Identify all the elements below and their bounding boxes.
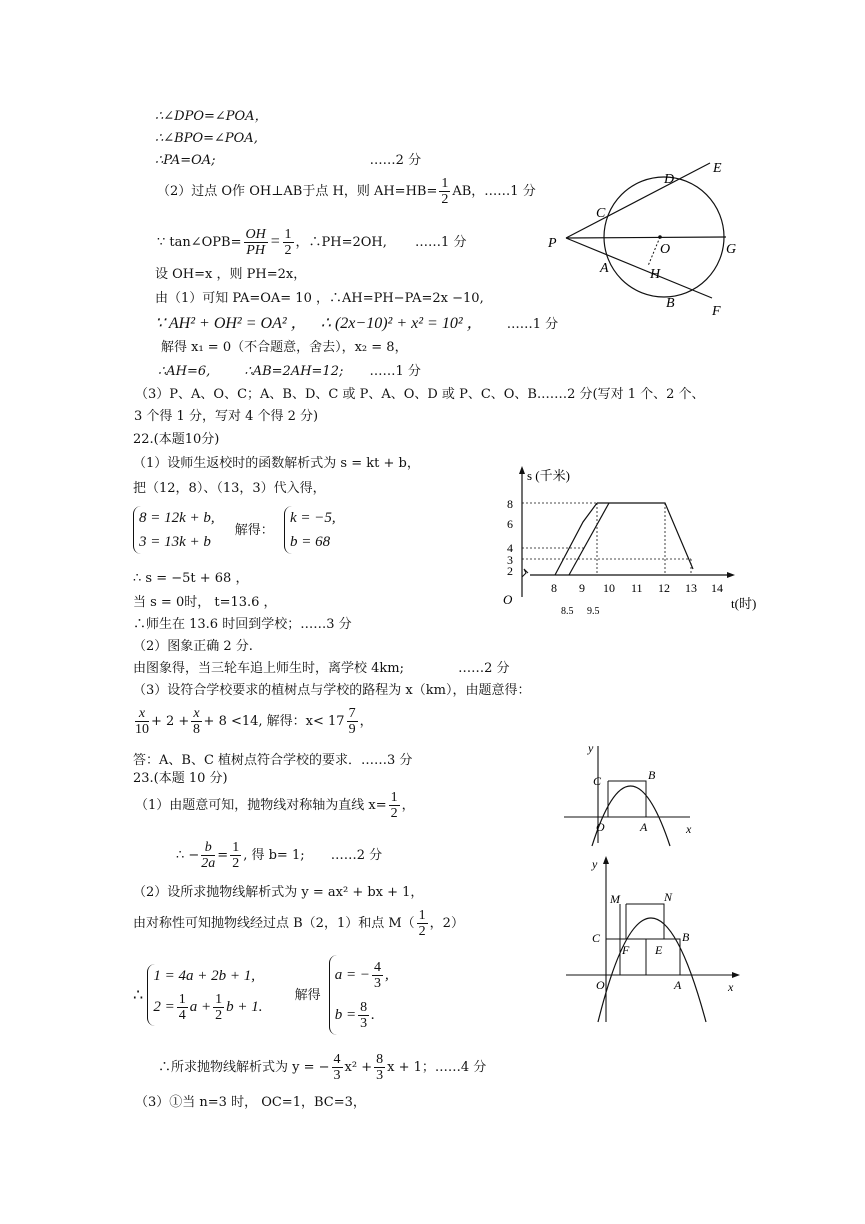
q21-line10-a: ∴AH=6, <box>158 364 211 379</box>
q23-line5-c: x + 1；……4 分 <box>387 1060 487 1075</box>
system1 <box>133 506 215 554</box>
q22-line2: 把（12，8）、（13，3）代入得， <box>133 481 326 496</box>
q23-solve-label: 解得 <box>294 987 321 1003</box>
label-o: O <box>660 242 671 257</box>
x-tick-10: 10 <box>603 581 615 595</box>
q22-line8: （3）设符合学校要求的植树点与学校的路程为 x（km），由题意得： <box>133 683 531 698</box>
fraction-half <box>417 908 428 939</box>
q22-line9 <box>133 704 373 740</box>
y-tick-8: 8 <box>507 497 513 511</box>
label-c: C <box>593 774 602 788</box>
y-tick-6: 6 <box>507 517 513 531</box>
frac-num: x <box>135 706 149 722</box>
frac-den: 3 <box>374 976 381 992</box>
eq1-pre: a = − <box>334 967 370 983</box>
q21-line4-a: （2）过点 O作 OH⊥AB于点 H，则 AH=HB= <box>157 184 438 199</box>
q23-line6: （3）①当 n=3 时， OC=1，BC=3， <box>135 1095 366 1110</box>
q21-line1: ∴∠DPO=∠POA， <box>155 109 268 124</box>
fraction-8-3 <box>374 1052 385 1083</box>
y-axis-arrow <box>603 856 609 864</box>
rect-top <box>626 904 664 939</box>
label-g: G <box>726 242 737 257</box>
label-m: M <box>610 892 620 906</box>
q22-line4: 当 s = 0时， t=13.6 ， <box>133 595 277 610</box>
frac-num: 1 <box>178 992 186 1008</box>
q23-line5-a: ∴所求抛物线解析式为 y = − <box>158 1060 330 1075</box>
q21-line4-b: AB，……1 分 <box>452 184 536 199</box>
fraction-half <box>283 227 294 258</box>
q21-line5-score: ……1 分 <box>415 235 467 250</box>
eq2-post: b + 1. <box>226 999 263 1015</box>
parabola-figure-1 <box>560 738 710 848</box>
equals: = <box>269 233 281 250</box>
y-tick-2: 2 <box>507 564 513 578</box>
frac-num: 8 <box>360 1000 368 1016</box>
y-tick-4: 4 <box>507 541 513 555</box>
frac-den: PH <box>246 243 265 258</box>
fraction-half <box>230 840 241 871</box>
eq1 <box>335 955 389 995</box>
q21-line7: 由（1）可知 PA=OA= 10 ，∴AH=PH−PA=2x −10, <box>155 291 484 306</box>
q23-line1-b: ， <box>401 798 415 813</box>
label-c: C <box>596 206 606 221</box>
fraction-4-3 <box>332 1052 343 1083</box>
label-a: A <box>640 820 648 834</box>
frac-num: 1 <box>215 992 223 1008</box>
fraction-x-8 <box>191 706 201 737</box>
circle-figure <box>540 155 740 320</box>
frac-num: 7 <box>348 706 356 721</box>
x-tick-9-5: 9.5 <box>587 606 600 617</box>
x-tick-14: 14 <box>711 581 723 595</box>
q23-system1 <box>147 964 262 1026</box>
label-a: A <box>600 261 609 276</box>
fraction-half <box>213 992 224 1023</box>
solve-label: 解得： <box>234 522 274 538</box>
q23-line4-a: 由对称性可知抛物线经过点 B（2，1）和点 M（ <box>133 916 415 931</box>
frac-den: 3 <box>360 1016 368 1032</box>
frac-den: 3 <box>376 1068 384 1083</box>
x-axis-label: t(时) <box>731 596 757 611</box>
x-axis-arrow <box>732 972 740 978</box>
q23-line4 <box>133 906 464 942</box>
frac-den: 2 <box>284 243 292 258</box>
label-x: x <box>728 980 734 994</box>
q23-line2-score: ……2 分 <box>330 848 383 863</box>
q21-line8-score: ……1 分 <box>506 317 559 332</box>
guide-lines <box>522 503 691 575</box>
q21-line4 <box>157 174 536 210</box>
eq2-post: . <box>371 1007 375 1023</box>
q22-system <box>133 506 336 554</box>
frac-den: 2 <box>441 192 449 207</box>
q22-line9-d: ， <box>359 714 373 729</box>
fraction-1-4 <box>177 992 188 1023</box>
frac-den: 8 <box>192 722 200 737</box>
eq2 <box>153 988 262 1026</box>
label-h: H <box>650 267 661 282</box>
q22-title: 22.(本题10分) <box>133 432 220 447</box>
q21-line2: ∴∠BPO=∠POA, <box>155 131 258 146</box>
label-b: B <box>666 296 675 311</box>
distance-time-graph <box>495 462 770 622</box>
line-pe <box>566 163 710 238</box>
label-o: O <box>596 820 605 834</box>
q22-line7 <box>133 660 510 678</box>
q21-line10-score: ……1 分 <box>369 364 421 379</box>
q23-title: 23.(本题 10 分) <box>133 771 228 786</box>
label-e: E <box>655 943 663 957</box>
q23-line2-c: , 得 b= 1; <box>243 848 305 863</box>
x-tick-8-5: 8.5 <box>561 606 574 617</box>
frac-den: 2 <box>390 806 398 821</box>
parabola <box>592 786 670 846</box>
label-f: F <box>622 943 630 957</box>
frac-num: b <box>201 840 215 856</box>
rect-bottom-row <box>606 939 680 975</box>
line-students-out <box>555 503 597 575</box>
frac-num: 1 <box>441 176 449 191</box>
frac-den: 9 <box>348 722 356 737</box>
x-tick-11: 11 <box>631 581 643 595</box>
label-a: A <box>674 978 682 992</box>
label-x: x <box>686 822 692 836</box>
q21-line8 <box>155 313 558 336</box>
parabola <box>598 918 706 1022</box>
fraction-x-10 <box>135 706 149 737</box>
frac-den: 2 <box>418 924 426 939</box>
q21-line3-score: ……2 分 <box>369 153 422 168</box>
point-o <box>658 235 662 239</box>
frac-num: 1 <box>284 227 292 242</box>
x-tick-9: 9 <box>579 581 585 595</box>
eq1-post: , <box>385 967 389 983</box>
eq1: 8 = 12k + b, <box>139 510 215 526</box>
label-c: C <box>592 931 601 945</box>
fraction-half <box>389 790 400 821</box>
q22-line3: ∴ s = −5t + 68 ， <box>133 571 249 586</box>
frac-num: 4 <box>374 960 381 976</box>
label-o: O <box>596 978 605 992</box>
label-b: B <box>648 768 656 782</box>
eq1: 1 = 4a + 2b + 1, <box>153 968 255 984</box>
q22-line9-c: + 8 <14, 解得：x< 17 <box>203 714 345 729</box>
q21-line5-b: ，∴PH=2OH, <box>295 235 387 250</box>
fraction-8-3 <box>358 1000 369 1031</box>
label-y: y <box>592 857 598 871</box>
label-f: F <box>712 304 721 319</box>
frac-num: 1 <box>232 840 240 855</box>
fraction-7-9 <box>347 706 358 737</box>
label-e: E <box>713 161 722 176</box>
x-tick-8: 8 <box>551 581 557 595</box>
parabola-figure-2 <box>560 852 750 1027</box>
q21-line3 <box>155 152 421 170</box>
q23-system <box>133 955 389 1035</box>
frac-num: 4 <box>333 1052 341 1067</box>
eq2-pre: b = <box>334 1007 357 1023</box>
q21-line5-a: ∵ tan∠OPB= <box>157 235 242 250</box>
line-oh <box>648 237 660 266</box>
x-tick-12: 12 <box>658 581 670 595</box>
frac-den: 4 <box>178 1008 186 1024</box>
therefore-symbol: ∴ <box>133 985 144 1004</box>
label-d: D <box>664 172 675 187</box>
eq2 <box>335 995 389 1035</box>
fraction-b-2a <box>201 840 215 871</box>
frac-den: 10 <box>135 722 149 737</box>
fraction-half <box>439 176 450 207</box>
eq1: k = −5, <box>289 510 336 526</box>
q21-line5 <box>157 224 466 261</box>
system2 <box>284 506 336 554</box>
frac-num: 1 <box>418 908 426 923</box>
fraction-4-3 <box>372 960 383 991</box>
q23-system2 <box>329 955 389 1035</box>
q21-line10 <box>158 363 421 381</box>
label-n: N <box>664 890 673 904</box>
axis-break <box>522 569 528 577</box>
label-b: B <box>682 930 690 944</box>
frac-num: OH <box>245 227 266 242</box>
q23-line4-b: ，2） <box>429 916 464 931</box>
frac-num: x <box>193 706 200 721</box>
eq2-mid: a + <box>189 999 212 1015</box>
label-y: y <box>588 741 594 755</box>
line-pf <box>566 238 712 298</box>
q21-line12: 3 个得 1 分，写对 4 个得 2 分) <box>134 409 319 424</box>
q22-line6: （2）图象正确 2 分. <box>133 639 253 654</box>
q22-line7-text: 由图象得，当三轮车追上师生时，离学校 4km; <box>133 661 404 676</box>
frac-den: 2 <box>215 1008 223 1024</box>
q22-line5: ∴师生在 13.6 时回到学校；……3 分 <box>133 617 352 632</box>
eq2: b = 68 <box>289 534 331 550</box>
q23-line5-b: x² + <box>344 1060 373 1075</box>
q23-line1-text: （1）由题意可知，抛物线对称轴为直线 x= <box>135 798 387 813</box>
q21-line8-a: ∵ AH² + OH² = OA² ， <box>155 315 307 332</box>
q22-line7-score: ……2 分 <box>458 661 510 676</box>
frac-den: 2a <box>201 856 216 871</box>
q21-line9: 解得 x₁ = 0（不合题意，舍去），x₂ = 8， <box>161 340 408 355</box>
eq2: 3 = 13k + b <box>139 534 211 550</box>
q22-line1: （1）设师生返校时的函数解析式为 s = kt + b， <box>133 456 420 471</box>
q22-line9-b: + 2 + <box>151 714 190 729</box>
q23-line2 <box>176 838 382 874</box>
q22-line10: 答：A、B、C 植树点符合学校的要求．……3 分 <box>133 753 413 768</box>
x-tick-13: 13 <box>685 581 697 595</box>
q21-line10-b: ∴AB=2AH=12; <box>244 364 344 379</box>
origin-label: O <box>503 592 513 607</box>
q23-line5 <box>158 1050 486 1086</box>
eq2-pre: 2 = <box>153 999 175 1015</box>
q23-line1 <box>135 788 415 824</box>
q23-line2-a: ∴ − <box>176 848 200 863</box>
label-p: P <box>548 236 557 251</box>
y-axis-label: s (千米) <box>527 468 570 483</box>
frac-num: 1 <box>390 790 398 805</box>
frac-den: 2 <box>232 856 240 871</box>
y-axis-arrow <box>519 466 525 474</box>
q23-line2-b: = <box>217 848 229 863</box>
q21-line6: 设 OH=x ，则 PH=2x， <box>155 267 307 282</box>
q21-line11: （3）P、A、O、C；A、B、D、C 或 P、A、O、D 或 P、C、O、B.……2 分(写对 1 个、2 个、 <box>135 387 705 402</box>
frac-den: 3 <box>333 1068 341 1083</box>
fraction-oh-ph <box>244 227 268 258</box>
y-tick-3: 3 <box>507 553 513 567</box>
x-axis-arrow <box>727 572 735 578</box>
q21-line8-b: ∴ (2x−10)² + x² = 10² ， <box>320 315 483 332</box>
line-pg <box>566 237 726 238</box>
q21-line3-text: ∴PA=OA; <box>155 153 216 168</box>
q23-line3: （2）设所求抛物线解析式为 y = ax² + bx + 1， <box>133 885 424 900</box>
frac-num: 8 <box>376 1052 384 1067</box>
